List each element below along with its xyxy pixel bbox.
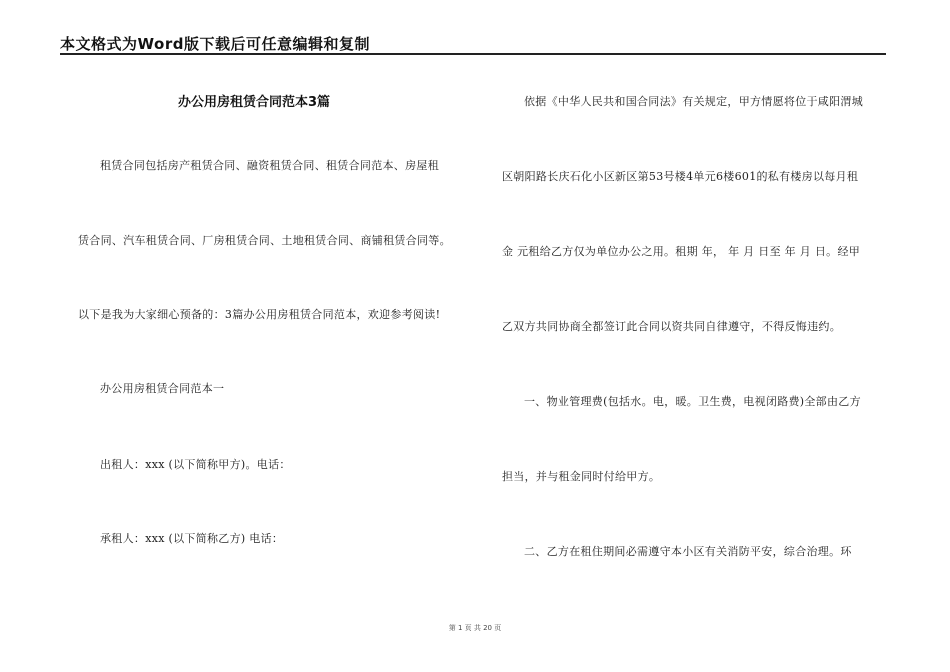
right-paragraph-line: 金 元租给乙方仅为单位办公之用。租期 年， 年 月 日至 年 月 日。经甲 — [502, 245, 861, 258]
header-divider — [60, 53, 886, 55]
clause-two-line: 二、乙方在租住期间必需遵守本小区有关消防平安，综合治理。环 — [524, 545, 852, 558]
clause-one-line: 担当，并与租金同时付给甲方。 — [502, 470, 661, 483]
lessee-line: 承租人：xxx (以下简称乙方) 电话： — [100, 532, 284, 545]
left-paragraph-line: 赁合同、汽车租赁合同、厂房租赁合同、土地租赁合同、商铺租赁合同等。 — [78, 234, 451, 247]
right-paragraph-line: 依据《中华人民共和国合同法》有关规定，甲方情愿将位于咸阳渭城 — [524, 95, 863, 108]
right-paragraph-line: 区朝阳路长庆石化小区新区第53号楼4单元6楼601的私有楼房以每月租 — [502, 170, 859, 183]
section-heading: 办公用房租赁合同范本一 — [100, 382, 225, 395]
document-title: 办公用房租赁合同范本3篇 — [178, 95, 331, 110]
lessor-line: 出租人：xxx (以下简称甲方)。电话： — [100, 458, 291, 471]
left-paragraph-line: 以下是我为大家细心预备的：3篇办公用房租赁合同范本，欢迎参考阅读! — [78, 308, 441, 321]
right-paragraph-line: 乙双方共同协商全都签订此合同以资共同自律遵守，不得反悔违约。 — [502, 320, 841, 333]
clause-one-line: 一、物业管理费(包括水。电，暖。卫生费，电视闭路费)全部由乙方 — [524, 395, 861, 408]
left-paragraph-line: 租赁合同包括房产租赁合同、融资租赁合同、租赁合同范本、房屋租 — [100, 159, 439, 172]
page-header-text: 本文格式为Word版下载后可任意编辑和复制 — [60, 35, 370, 53]
page-footer: 第 1 页 共 20 页 — [448, 624, 502, 632]
